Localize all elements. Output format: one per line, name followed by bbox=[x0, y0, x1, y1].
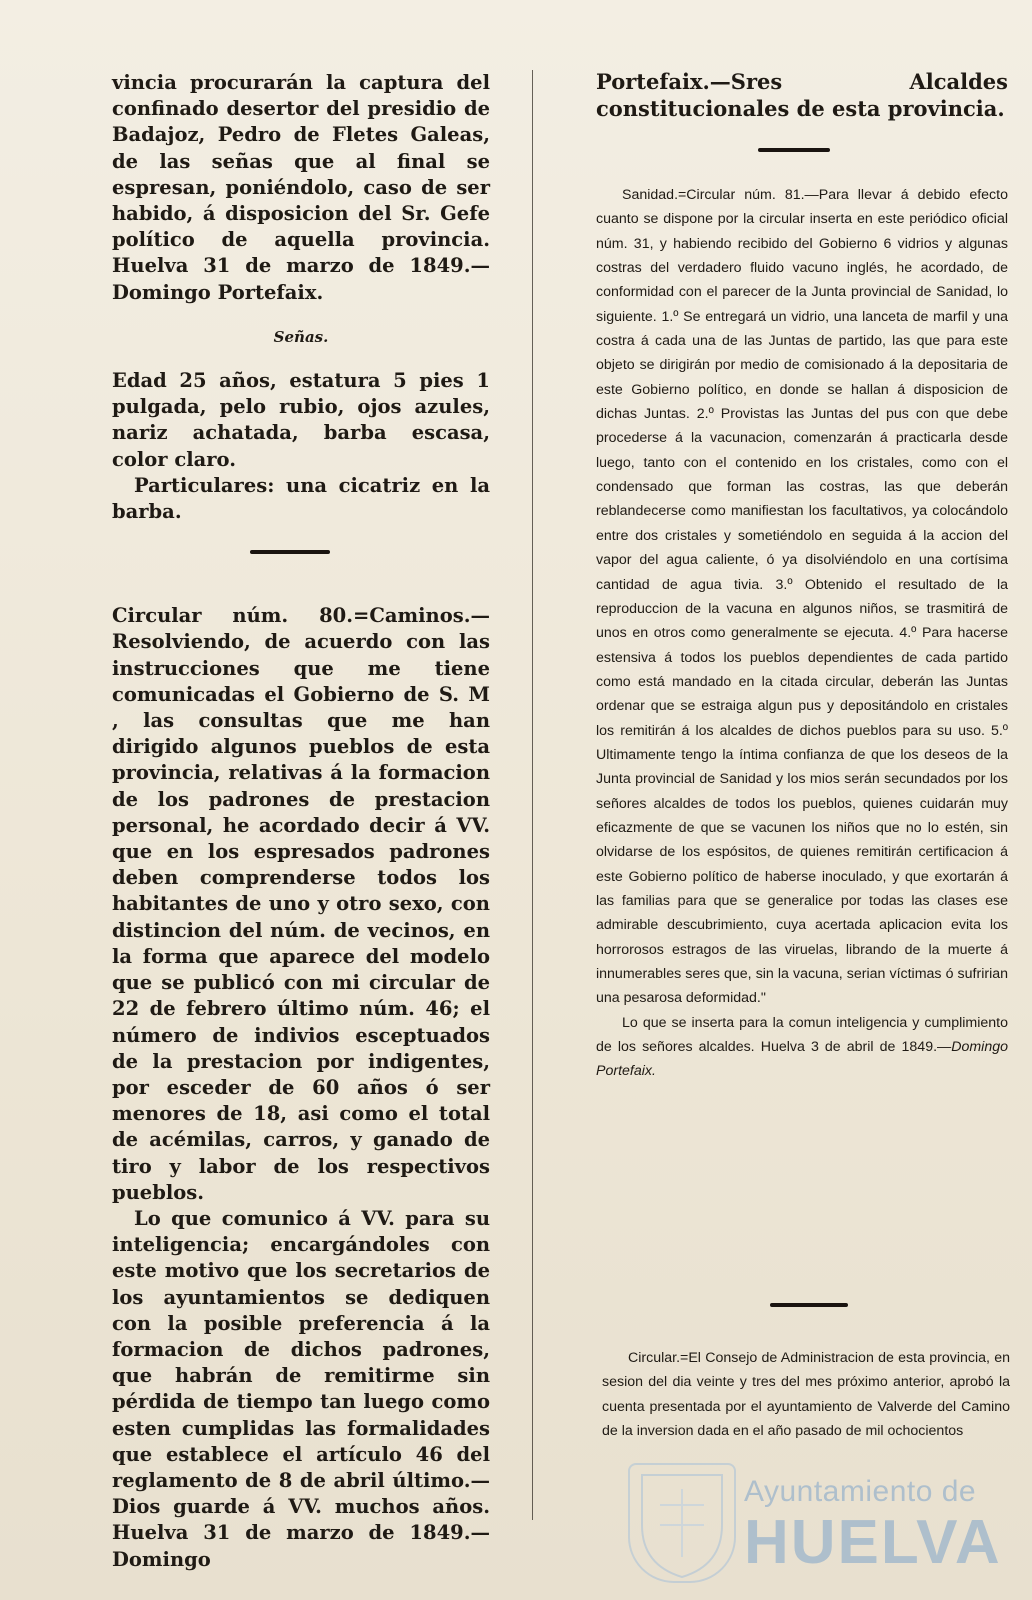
section-spacer bbox=[112, 525, 490, 603]
consejo-circular bbox=[602, 1346, 1010, 1443]
circular-81-closing bbox=[596, 1011, 1008, 1084]
sanidad-circular bbox=[596, 183, 1008, 1084]
coat-of-arms-icon bbox=[628, 1463, 736, 1583]
section-divider bbox=[250, 550, 330, 554]
circular-80-text: Circular núm. 80.=Caminos.— Resolviendo, de acuerdo con las instrucciones que me tiene comunicadas el Gobierno de S. M , las consultas que me han dirigido algunos pueblos de esta provincia, relativas á la formacion de los padrones de prestacion personal, he acordado decir á VV. que en los espresados padrones deben comprenderse todos los habitantes de uno y otro sexo, con distincion del núm. de vecinos, en la forma que aparece del modelo que se publicó con mi circular de 22 de febrero último núm. 46; el número de indivios esceptuados de la prestacion por indigentes, por esceder de 60 años ó ser menores de 18, asi como el total de acémilas, carros, y ganado de tiro y labor de los respectivos pueblos. bbox=[112, 604, 490, 1204]
right-column-heading-block bbox=[596, 68, 1008, 122]
senas-heading: Señas. bbox=[273, 327, 329, 346]
left-column bbox=[112, 70, 490, 1573]
column-separator bbox=[532, 70, 533, 1520]
watermark-line-1: Ayuntamiento de bbox=[744, 1475, 977, 1508]
archive-watermark bbox=[628, 1455, 1008, 1585]
senas-description: Edad 25 años, estatura 5 pies 1 pulgada, pelo rubio, ojos azules, nariz achatada, barba escasa, color claro. bbox=[112, 369, 490, 471]
alcaldes-heading: Portefaix.—Sres Alcaldes constitucionales de esta provincia. bbox=[596, 69, 1008, 121]
circular-81-text: Sanidad.=Circular núm. 81.—Para llevar á debido efecto cuanto se dispone por la circular inserta en este periódico oficial núm. 31, y habiendo recibido del Gobierno 6 vidrios y algunas costras del verdadero fluido vacuno inglés, he acordado, de conformidad con el parecer de la Junta provincial de Sanidad, lo siguiente. 1.º Se entregará un vidrio, una lanceta de marfil y una costra á cada una de las Juntas de partido, las que para este objeto se dirigirán por medio de comisionado á la depositaria de este Gobierno político, en donde se hallan á disposicion de dichas Juntas. 2.º Provistas las Juntas del pus con que debe procederse á la vacunacion, comenzarán á practicarla desde luego, tanto con el contenido en los cristales, como con el condensado que forman las costras, las que deberán reblandecerse como manifiestan los facultativos, ya colocándolo entre dos cristales y sometiéndolo en seguida á la accion del vapor del agua caliente, ó ya disolviéndolo en una cortísima cantidad de agua tivia. 3.º Obtenido el resultado de la reproduccion de la vacuna en algunos niños, se trasmitirá de unos en otros como generalmente se ejecuta. 4.º Para hacerse estensiva á todos los pueblos dependientes de cada partido como está mandado en la citada circular, deberán las Juntas ordenar que se estraiga algun pus y depositándolo en cristales los remitirán á los alcaldes de dichos pueblos para su uso. 5.º Ultimamente tengo la íntima confianza de que los deseos de la Junta provincial de Sanidad y los mios serán secundados por los señores alcaldes de todos los pueblos, quienes cuidarán muy eficazmente de que se vacunen los niños que no lo estén, sin olvidarse de los espósitos, de quienes remitirán certificacion á este Gobierno político de haberse inoculado, y que exortarán á las familias para que se generalice por todas las clases ese admirable descubrimiento, cuya acertada aplicacion evita los horrorosos estragos de las viruelas, librando de la muerte á innumerables seres que, sin la vacuna, serian víctimas ó sufririan una pesarosa deformidad." bbox=[596, 187, 1008, 1007]
deserter-notice: vincia procurarán la captura del confinado desertor del presidio de Badajoz, Pedro de Fletes Galeas, de las señas que al final se espresan, poniéndolo, caso de ser habido, á disposicion del Sr. Gefe político de aquella provincia. Huelva 31 de marzo de 1849.— Domingo Portefaix. bbox=[112, 71, 490, 304]
closing-text: Lo que se inserta para la comun inteligencia y cumplimiento de los señores alcaldes. Huelva 3 de abril de 1849.— bbox=[596, 1014, 1008, 1056]
closing-signature: Domingo Portefaix. bbox=[596, 1039, 1008, 1080]
watermark-line-2: HUELVA bbox=[744, 1508, 1002, 1577]
senas-particulares: Particulares: una cicatriz en la barba. bbox=[112, 473, 490, 524]
section-divider bbox=[758, 148, 830, 152]
circular-80-closing: Lo que comunico á VV. para su inteligencia; encargándoles con este motivo que los secretarios de los ayuntamientos se dediquen con la posible preferencia á la formacion de dichos padrones, que habrán de remitirme sin pérdida de tiempo tan luego como esten cumplidas las formalidades que establece el artículo 46 del reglamento de 8 de abril último.—Dios guarde á VV. muchos años. Huelva 31 de marzo de 1849.—Domingo bbox=[112, 1206, 490, 1571]
section-divider bbox=[770, 1303, 848, 1307]
consejo-circular-text: Circular.=El Consejo de Administracion de esta provincia, en sesion del dia veinte y tres del mes próximo anterior, aprobó la cuenta presentada por el ayuntamiento de Valverde del Camino de la inversion dada en el año pasado de mil ochocientos bbox=[602, 1350, 1010, 1440]
